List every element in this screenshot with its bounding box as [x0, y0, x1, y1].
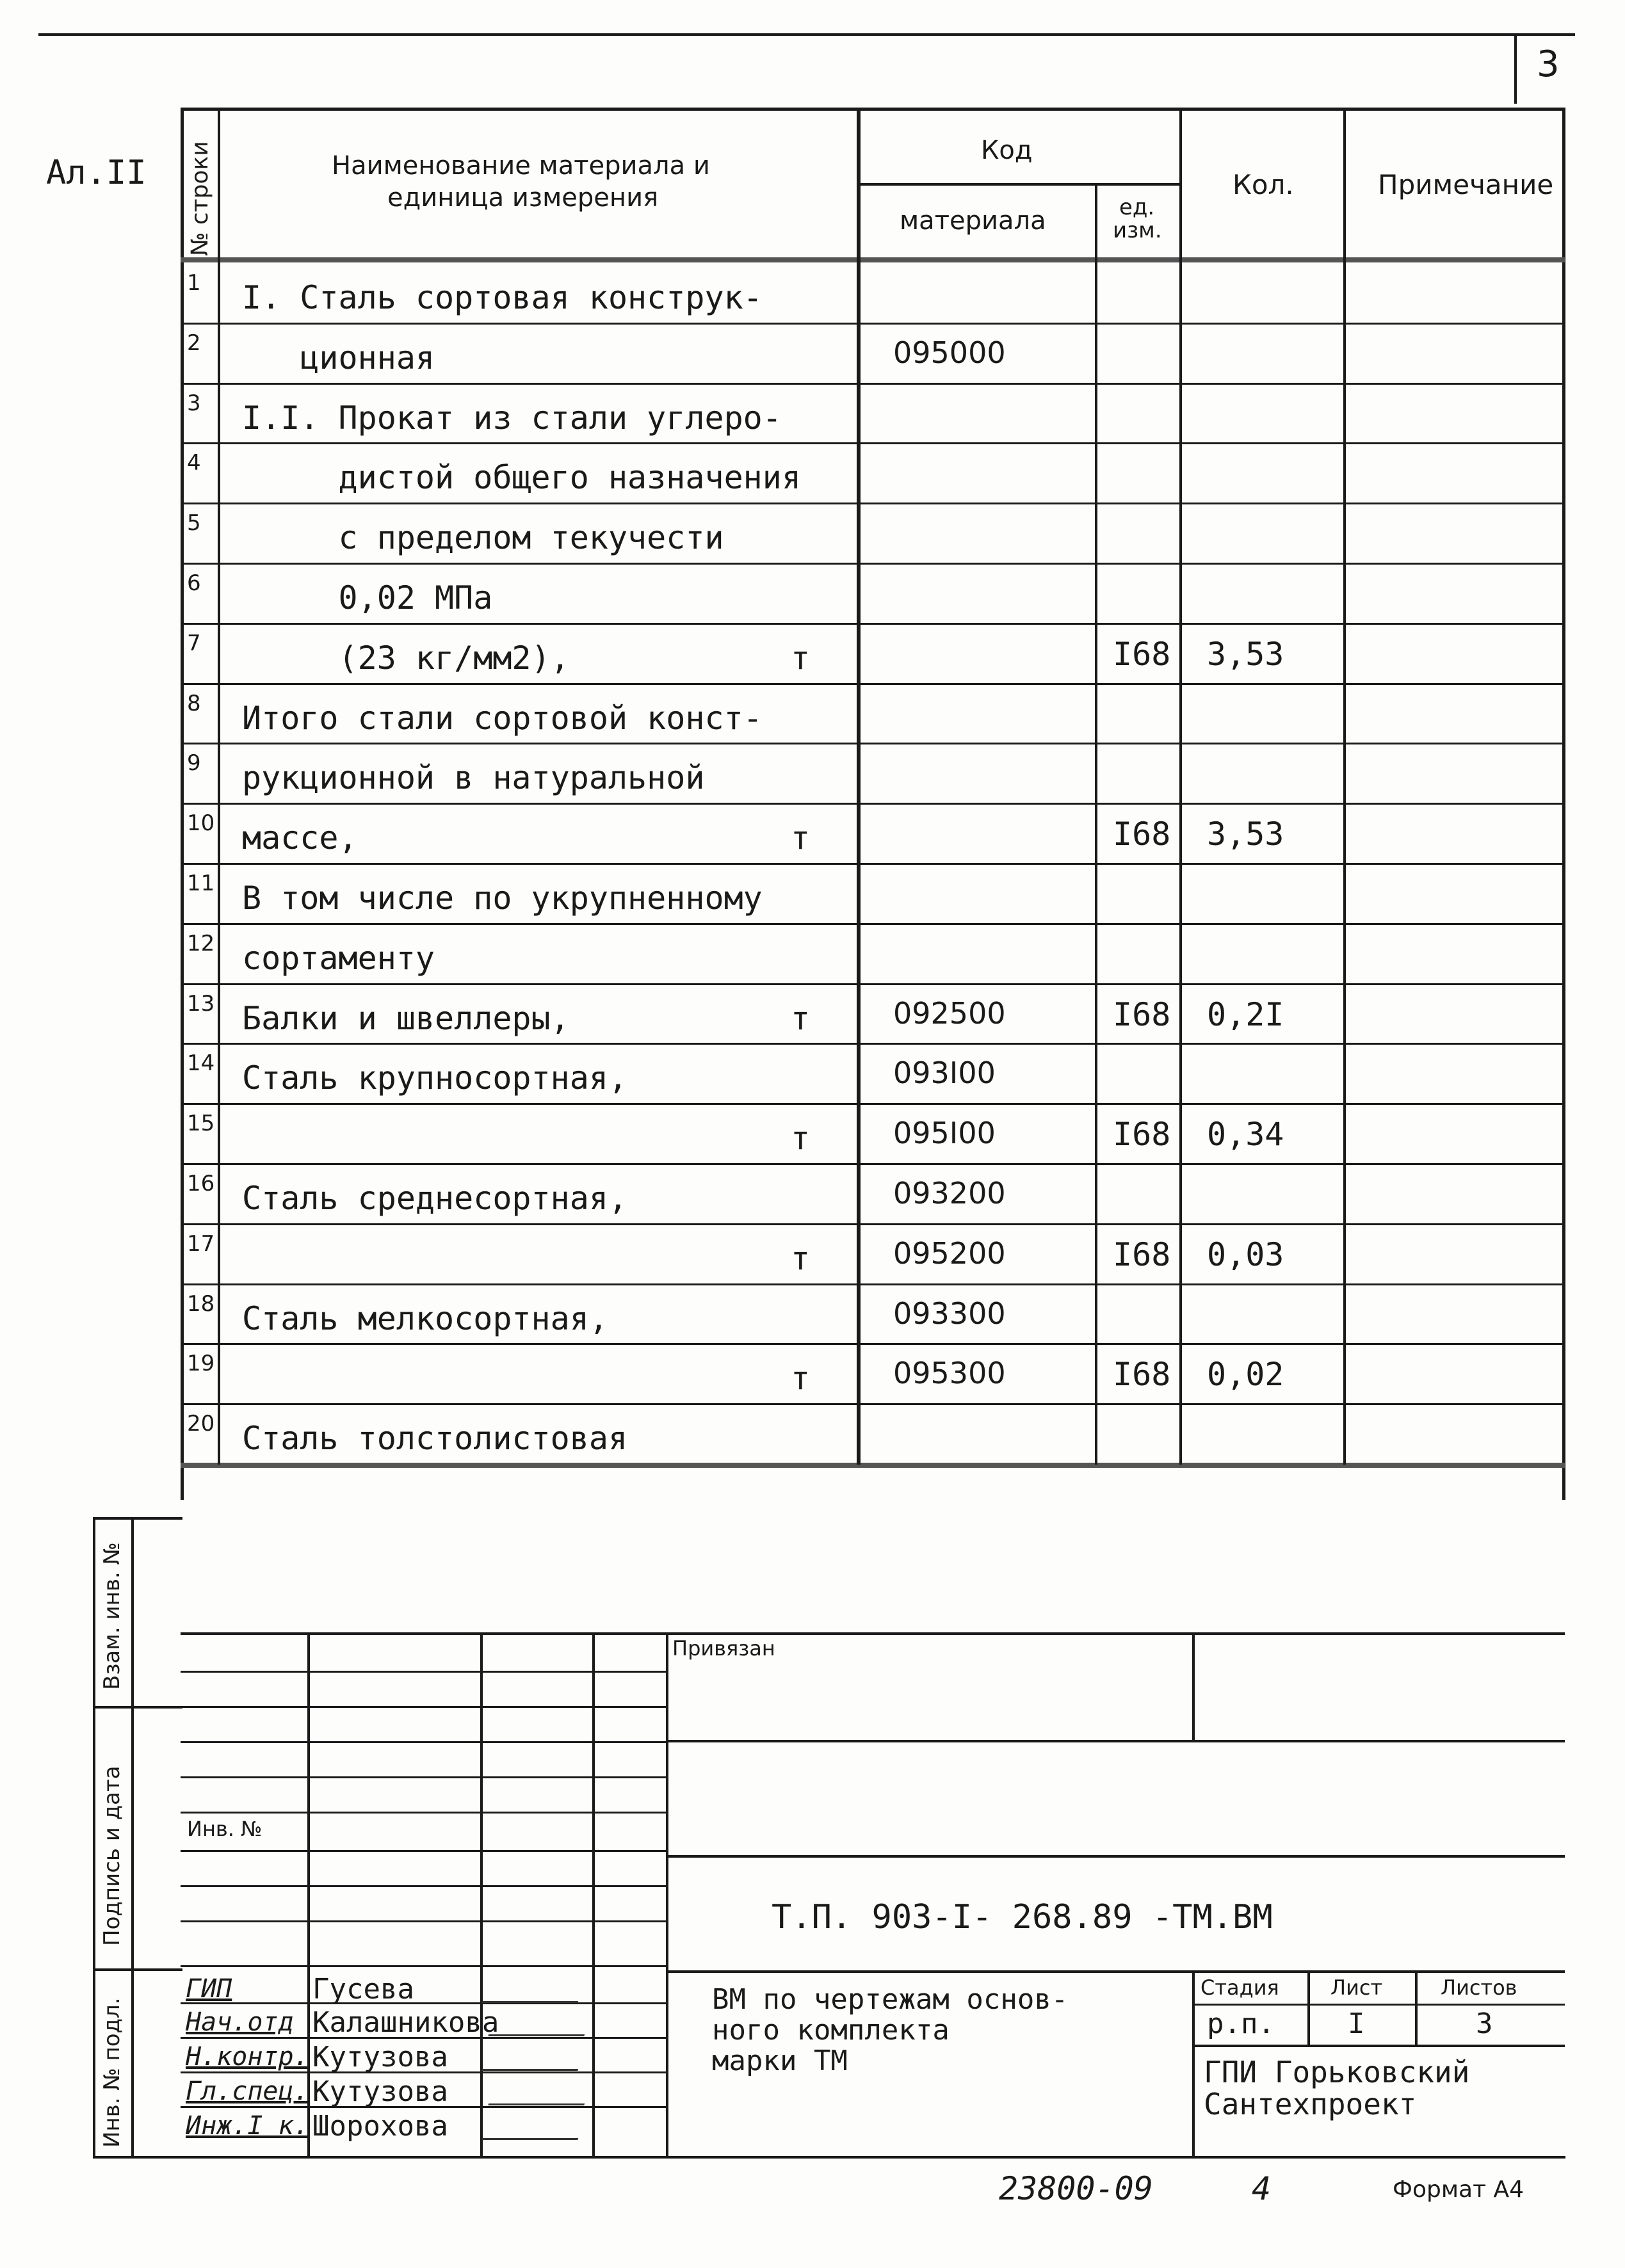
stage-label: Стадия — [1201, 1975, 1279, 2000]
row-divider — [181, 503, 1564, 504]
row-divider — [181, 743, 1564, 744]
doc-title-2: ного комплекта — [712, 2014, 950, 2047]
row-name: Балки и швеллеры, — [242, 1000, 570, 1037]
row-qty: 0,03 — [1207, 1236, 1284, 1273]
handwritten-signature — [481, 2043, 588, 2071]
header-bottom — [181, 257, 1565, 262]
row-name: Сталь среднесортная, — [242, 1180, 628, 1217]
row-unit-code: I68 — [1113, 1356, 1171, 1393]
row-name: I. Сталь сортовая конструк- — [242, 279, 763, 316]
row-divider — [181, 623, 1564, 625]
tb-stage-h2 — [1192, 2045, 1565, 2047]
row-unit-t: т — [791, 1120, 811, 1157]
header-code: Код — [981, 136, 1033, 165]
row-name: 0,02 МПа — [242, 579, 493, 616]
signature-role: Н.контр. — [186, 2042, 309, 2071]
signature-role: Гл.спец. — [186, 2077, 309, 2106]
left-stamp-inner — [131, 1517, 134, 2157]
tb-grid-h-10 — [181, 2002, 667, 2004]
handwritten-signature — [481, 1975, 588, 2003]
header-qty: Кол. — [1233, 169, 1294, 200]
tb-stage-v1 — [1307, 1970, 1310, 2046]
format-label: Формат А4 — [1393, 2176, 1524, 2203]
left-stamp-div-1 — [93, 1706, 182, 1709]
left-stamp-top — [93, 1517, 182, 1520]
header-note: Примечание — [1378, 169, 1554, 200]
tb-main-left — [666, 1632, 668, 2157]
org-1: ГПИ Горьковский — [1204, 2055, 1470, 2089]
row-divider — [181, 803, 1564, 805]
list-value: I — [1348, 2007, 1365, 2040]
row-unit-code: I68 — [1113, 996, 1171, 1033]
signature-role: Инж.I к. — [186, 2111, 309, 2141]
row-divider — [181, 323, 1564, 325]
row-name: В том числе по укрупненному — [242, 880, 763, 917]
tb-grid-h-9 — [181, 1965, 667, 1967]
row-name: сортаменту — [242, 940, 435, 977]
tb-grid-h-6 — [181, 1850, 667, 1852]
row-code: 093300 — [893, 1296, 1006, 1331]
row-code: 095300 — [893, 1356, 1006, 1390]
row-divider — [181, 1283, 1564, 1285]
row-divider — [181, 1163, 1564, 1165]
footer-number: 23800-09 — [999, 2170, 1153, 2207]
header-name-1: Наименование материала и — [332, 151, 710, 181]
tb-h3 — [666, 1970, 1565, 1973]
row-unit-t: т — [791, 1000, 811, 1037]
col-line-4 — [1179, 108, 1182, 1465]
signature-name: Гусева — [312, 1973, 414, 2006]
row-divider — [181, 1103, 1564, 1105]
signature-name: Кутузова — [312, 2075, 448, 2108]
tb-privyazan-split — [1192, 1632, 1195, 1741]
row-number: 2 — [187, 330, 201, 356]
signature-role: Нач.отд — [186, 2007, 294, 2037]
tb-grid-h-8 — [181, 1920, 667, 1922]
tb-h2 — [666, 1855, 1565, 1858]
col-line-1 — [218, 108, 220, 1465]
row-name: Сталь крупносортная, — [242, 1059, 628, 1097]
tb-stage-left — [1192, 1970, 1195, 2157]
row-name: I.I. Прокат из стали углеро- — [242, 399, 782, 437]
signature-name: Калашникова — [312, 2006, 499, 2039]
row-unit-code: I68 — [1113, 1236, 1171, 1273]
label-podpis: Подпись и дата — [99, 1765, 125, 1946]
row-code: 095000 — [893, 335, 1006, 370]
row-unit-code: I68 — [1113, 816, 1171, 853]
listov-value: 3 — [1476, 2007, 1493, 2040]
row-number: 19 — [187, 1351, 215, 1376]
org-2: Сантехпроект — [1204, 2087, 1417, 2121]
row-number: 17 — [187, 1231, 215, 1257]
row-unit-t: т — [791, 1360, 811, 1397]
row-divider — [181, 1343, 1564, 1345]
listov-label: Листов — [1441, 1975, 1517, 2000]
row-number: 4 — [187, 450, 201, 476]
privyazan-label: Привязан — [672, 1636, 775, 1661]
left-stamp-outer — [93, 1517, 95, 2157]
row-divider — [181, 1223, 1564, 1225]
row-qty: 0,2I — [1207, 996, 1284, 1033]
row-unit-t: т — [791, 1240, 811, 1277]
top-border — [38, 33, 1575, 36]
row-number: 12 — [187, 931, 215, 956]
col-line-3 — [1095, 183, 1097, 1465]
inv-no-label: Инв. № — [187, 1817, 263, 1841]
row-number: 13 — [187, 991, 215, 1017]
tb-h1 — [666, 1740, 1565, 1742]
row-name: Итого стали сортовой конст- — [242, 700, 763, 737]
tb-grid-h-3 — [181, 1741, 667, 1743]
row-number: 8 — [187, 691, 201, 716]
code-split-line — [857, 183, 1182, 186]
row-divider — [181, 383, 1564, 385]
row-name: (23 кг/мм2), — [242, 639, 570, 677]
row-number: 5 — [187, 510, 201, 536]
row-number: 6 — [187, 570, 201, 596]
tb-grid-h-5 — [181, 1812, 667, 1814]
doc-title-3: марки ТМ — [712, 2045, 848, 2077]
tb-stage-v2 — [1415, 1970, 1418, 2046]
col-line-5 — [1343, 108, 1346, 1465]
row-qty: 0,02 — [1207, 1356, 1284, 1393]
row-number: 1 — [187, 270, 201, 296]
stage-value: р.п. — [1207, 2007, 1275, 2040]
row-divider — [181, 1403, 1564, 1405]
header-name-2: единица измерения — [387, 183, 659, 213]
row-code: 093I00 — [893, 1056, 996, 1090]
row-qty: 3,53 — [1207, 816, 1284, 853]
tb-grid-h-4 — [181, 1776, 667, 1778]
signature-name: Шорохова — [312, 2110, 448, 2143]
row-name: ционная — [242, 339, 435, 376]
header-unit-1: ед. — [1119, 195, 1155, 220]
row-divider — [181, 1043, 1564, 1045]
row-number: 7 — [187, 631, 201, 656]
doc-code: Т.П. 903-I- 268.89 -ТМ.ВМ — [772, 1898, 1273, 1936]
row-code: 092500 — [893, 996, 1006, 1031]
col-line-2 — [857, 108, 861, 1465]
signature-role: ГИП — [186, 1974, 232, 2004]
handwritten-signature — [488, 2078, 594, 2105]
row-unit-t: т — [791, 819, 811, 857]
row-number: 11 — [187, 871, 215, 896]
signature-name: Кутузова — [312, 2041, 448, 2073]
row-name: массе, — [242, 819, 358, 857]
row-name: дистой общего назначения — [242, 459, 801, 496]
page-number-box-left — [1514, 33, 1517, 104]
tb-left-v2 — [480, 1632, 483, 2157]
row-code: 095I00 — [893, 1116, 996, 1150]
doc-title-1: ВМ по чертежам основ- — [712, 1983, 1069, 2016]
row-name: с пределом текучести — [242, 519, 724, 556]
album-label: Ал.II — [46, 154, 147, 192]
rows-bottom — [181, 1463, 1565, 1468]
left-stamp-div-2 — [93, 1968, 182, 1971]
row-name: Сталь мелкосортная, — [242, 1300, 608, 1337]
header-material: материала — [900, 206, 1046, 236]
handwritten-signature — [488, 2009, 594, 2036]
row-number: 10 — [187, 810, 215, 836]
footer-sheet: 4 — [1252, 2170, 1272, 2207]
row-code: 095200 — [893, 1236, 1006, 1271]
table-top — [181, 108, 1565, 111]
row-divider — [181, 923, 1564, 925]
row-unit-t: т — [791, 639, 811, 677]
row-unit-code: I68 — [1113, 1116, 1171, 1153]
row-divider — [181, 442, 1564, 444]
tb-stage-h1 — [1192, 2004, 1565, 2006]
row-divider — [181, 563, 1564, 565]
tb-grid-h-1 — [181, 1671, 667, 1673]
row-number: 3 — [187, 390, 201, 416]
header-unit-2: изм. — [1113, 218, 1162, 243]
left-stamp-bottom — [93, 2156, 1565, 2159]
tb-grid-h-2 — [181, 1706, 667, 1708]
row-divider — [181, 983, 1564, 985]
label-vzam: Взам. инв. № — [99, 1542, 125, 1690]
row-code: 093200 — [893, 1176, 1006, 1210]
row-name: рукционной в натуральной — [242, 759, 705, 796]
row-number: 14 — [187, 1050, 215, 1076]
row-number: 20 — [187, 1411, 215, 1436]
row-number: 16 — [187, 1171, 215, 1196]
row-divider — [181, 683, 1564, 685]
tb-top — [181, 1632, 1565, 1635]
label-inv-podl: Инв. № подл. — [99, 1997, 125, 2148]
row-number: 15 — [187, 1111, 215, 1136]
handwritten-signature — [481, 2112, 588, 2140]
page-number: 3 — [1537, 44, 1560, 85]
row-number: 18 — [187, 1291, 215, 1317]
tb-grid-h-7 — [181, 1885, 667, 1887]
row-name: Сталь толстолистовая — [242, 1420, 628, 1457]
row-number: 9 — [187, 750, 201, 776]
row-divider — [181, 863, 1564, 865]
row-unit-code: I68 — [1113, 636, 1171, 673]
row-qty: 3,53 — [1207, 636, 1284, 673]
row-qty: 0,34 — [1207, 1116, 1284, 1153]
list-label: Лист — [1330, 1975, 1383, 2000]
header-row-no: № строки — [187, 141, 213, 256]
